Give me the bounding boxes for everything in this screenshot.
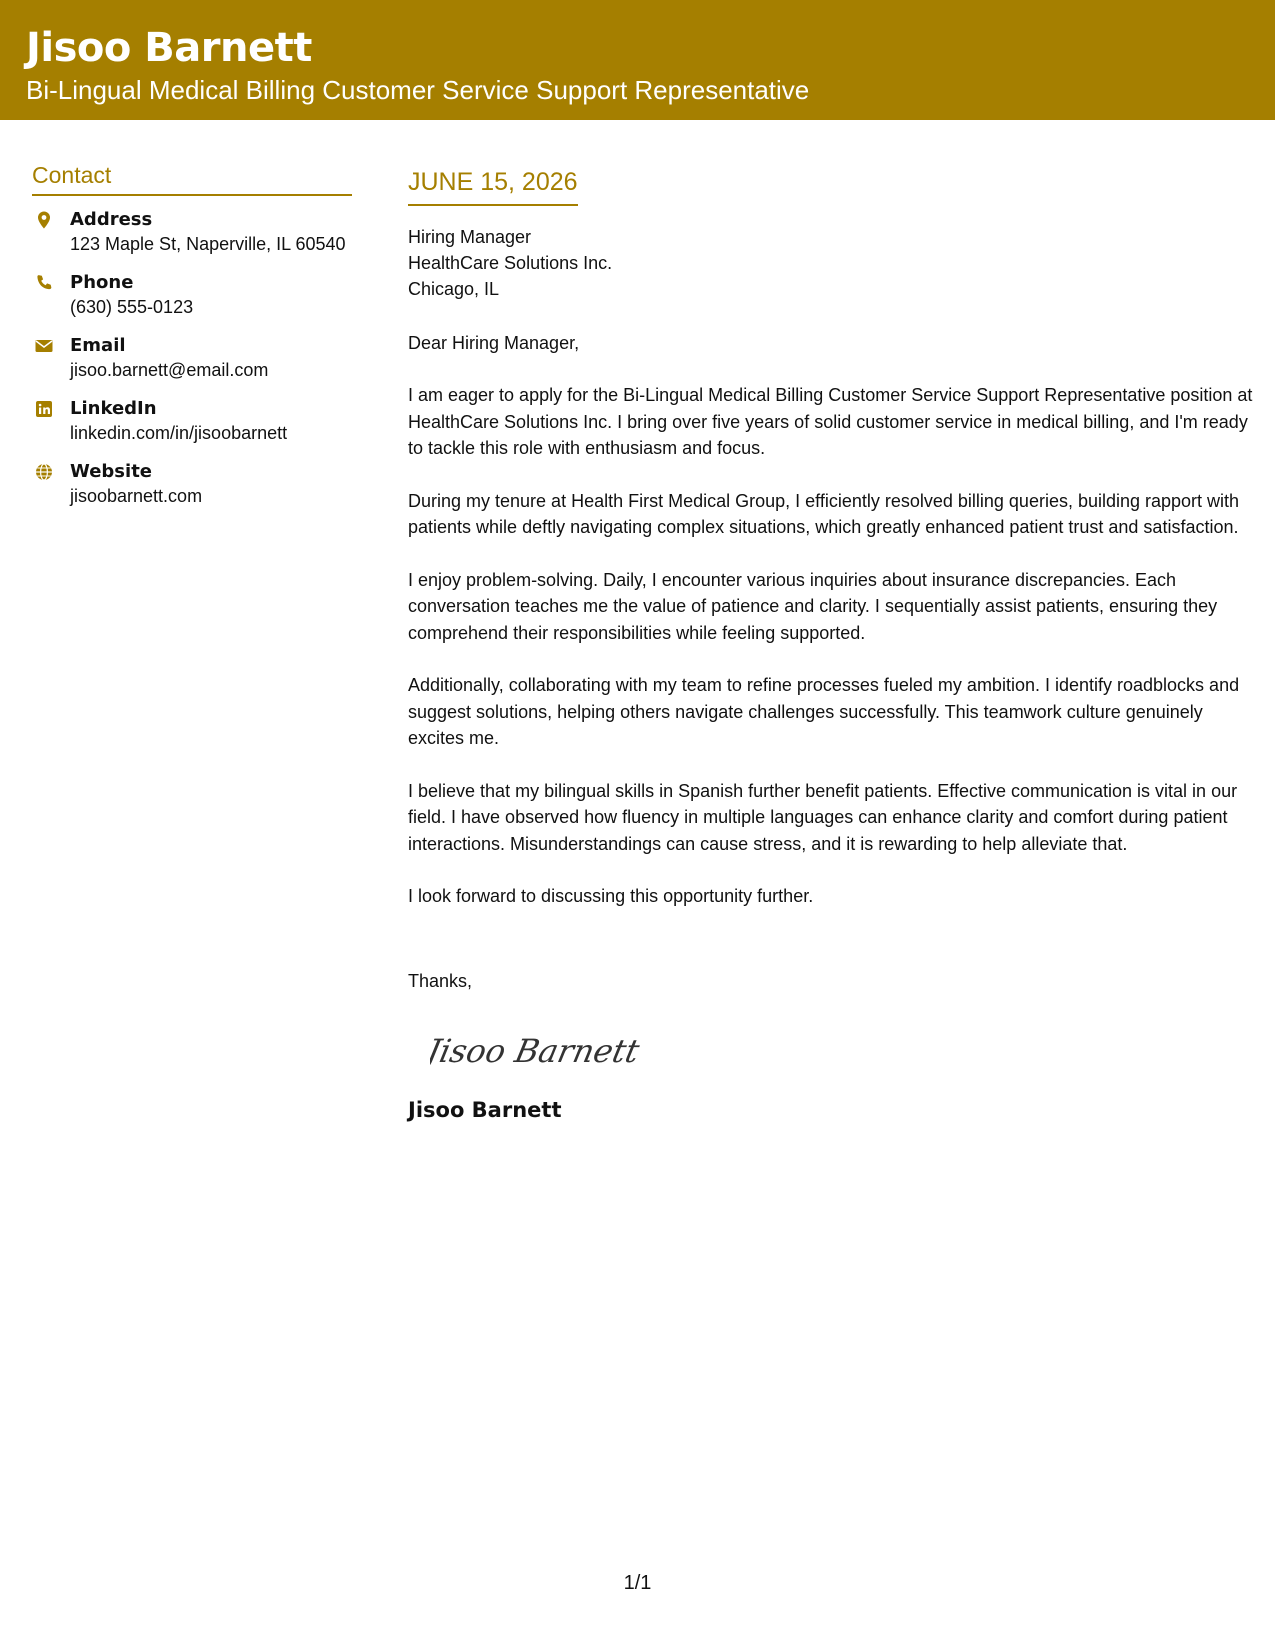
contact-linkedin	[32, 397, 352, 446]
contact-value: jisoo.barnett@email.com	[70, 360, 269, 380]
contact-label: LinkedIn	[70, 398, 157, 419]
paragraph: I enjoy problem-solving. Daily, I encounter various inquiries about insurance discrepancies. Each conversation teaches me the value of patience and clarity. I sequentially assist patients, ensuring they comprehend their responsibilities while feeling supported.	[408, 569, 1218, 643]
phone-icon	[34, 273, 54, 293]
contact-website	[32, 460, 352, 509]
closing: Thanks,	[408, 970, 473, 991]
linkedin-icon	[34, 399, 54, 419]
applicant-name: Jisoo Barnett	[26, 25, 312, 71]
letter-body	[408, 166, 1253, 1124]
recipient-block	[408, 224, 1253, 302]
signer-name: Jisoo Barnett	[408, 1097, 562, 1122]
contact-value: jisoobarnett.com	[70, 486, 203, 506]
map-pin-icon	[34, 210, 54, 230]
contact-label: Phone	[70, 272, 134, 293]
paragraph: I believe that my bilingual skills in Spanish further benefit patients. Effective communication is vital in our field. I have observed how fluency in multiple languages can enhance clarity and comfort during patient interactions. Misunderstandings can cause stress, and it is rewarding to help alleviate that.	[408, 780, 1238, 854]
recipient-line: Chicago, IL	[408, 279, 500, 299]
paragraph: I am eager to apply for the Bi-Lingual Medical Billing Customer Service Support Representative position at HealthCare Solutions Inc. I bring over five years of solid customer service in medical billing, and I'm ready to tackle this role with enthusiasm and focus.	[408, 385, 1253, 458]
page-number: 1/1	[623, 1572, 652, 1594]
contact-sidebar	[32, 160, 352, 523]
contact-address	[32, 208, 352, 257]
contact-label: Address	[70, 209, 153, 230]
contact-email	[32, 334, 352, 383]
recipient-line: Hiring Manager	[408, 227, 532, 247]
contact-list	[32, 208, 352, 509]
signature-text: Jisoo Barnett	[430, 1031, 643, 1070]
applicant-role: Bi-Lingual Medical Billing Customer Service Support Representative	[26, 75, 810, 105]
contact-value: linkedin.com/in/jisoobarnett	[70, 423, 288, 443]
contact-phone	[32, 271, 352, 320]
paragraph: Additionally, collaborating with my team to refine processes fueled my ambition. I identify roadblocks and suggest solutions, helping others navigate challenges successfully. This teamwork culture genuinely excites me.	[408, 675, 1240, 748]
header-banner	[0, 0, 1275, 120]
contact-label: Email	[70, 335, 126, 356]
paragraph: I look forward to discussing this opportunity further.	[408, 886, 814, 906]
contact-label: Website	[70, 461, 153, 482]
paragraph: During my tenure at Health First Medical Group, I efficiently resolved billing queries, building rapport with patients while deftly navigating complex situations, which greatly enhanced patient trust and satisfaction.	[408, 490, 1240, 537]
globe-icon	[34, 462, 54, 482]
contact-value: 123 Maple St, Naperville, IL 60540	[70, 234, 346, 254]
envelope-icon	[34, 336, 54, 356]
signature-image	[430, 1020, 660, 1078]
recipient-line: HealthCare Solutions Inc.	[408, 253, 613, 273]
salutation: Dear Hiring Manager,	[408, 333, 580, 353]
contact-value: (630) 555-0123	[70, 297, 194, 317]
contact-heading: Contact	[32, 160, 352, 196]
letter-date: JUNE 15, 2026	[408, 166, 578, 206]
